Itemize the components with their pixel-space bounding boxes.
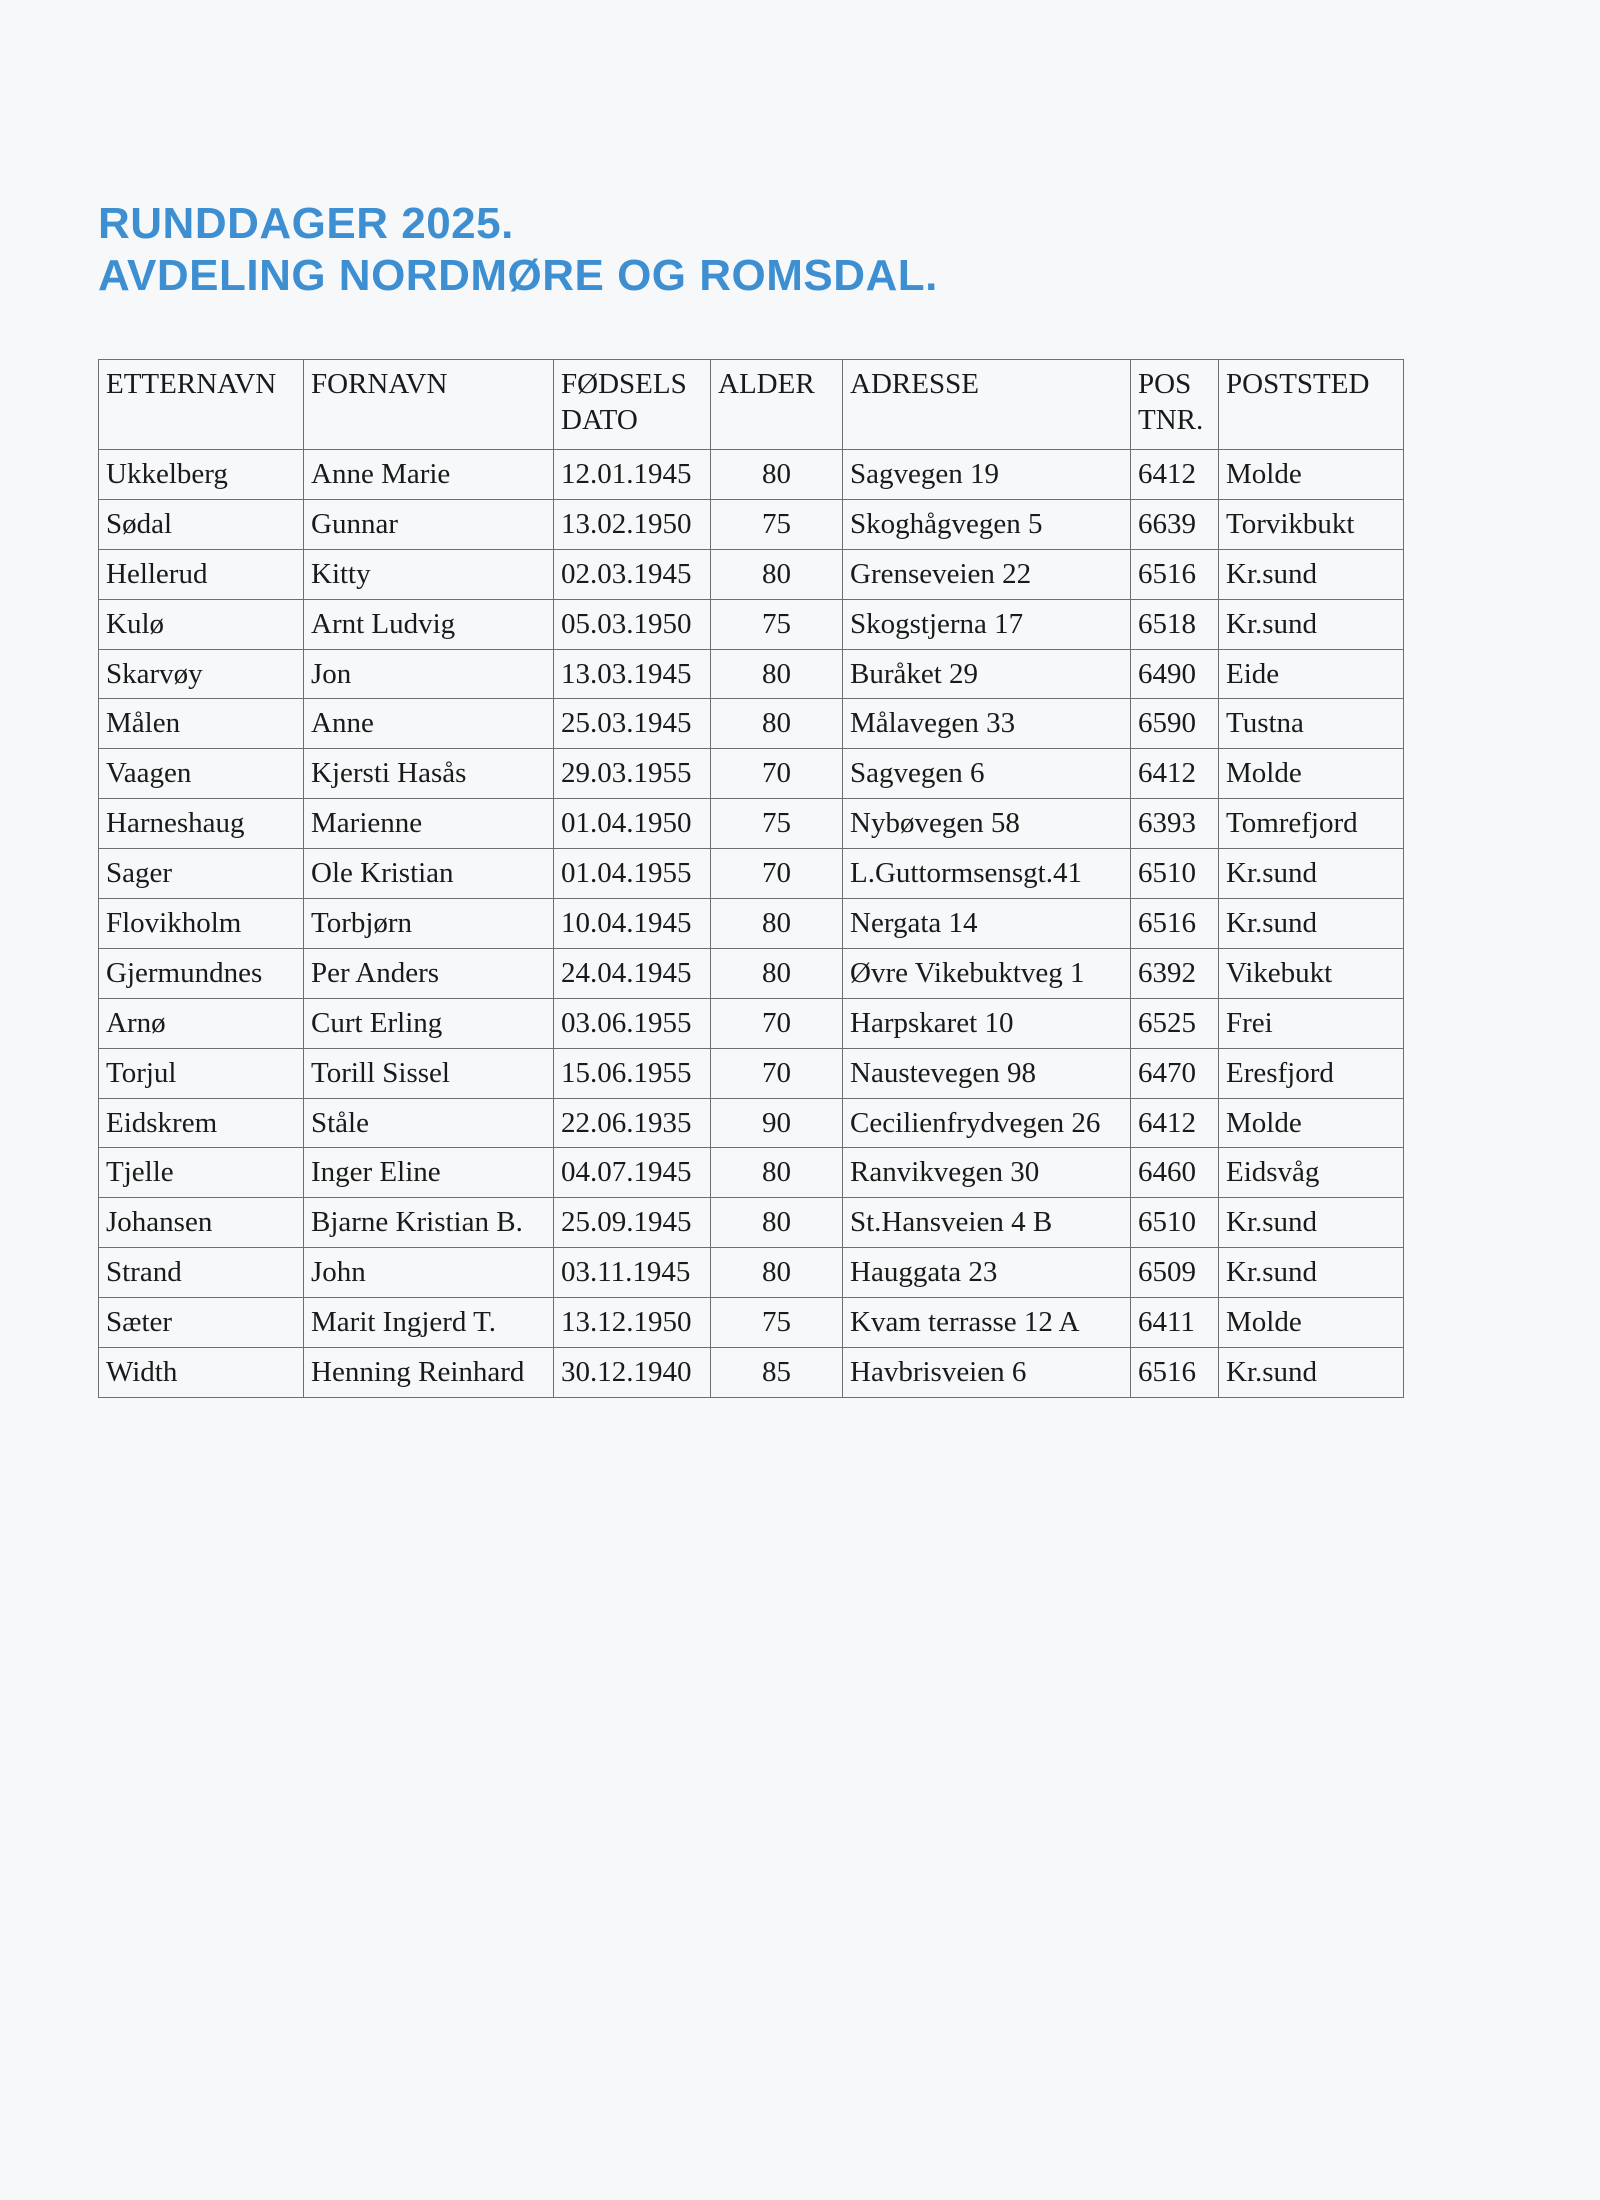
cell-alder: 75 — [711, 599, 843, 649]
cell-fodselsdato: 01.04.1955 — [554, 849, 711, 899]
table-row — [99, 948, 1404, 998]
cell-adresse: Ranvikvegen 30 — [843, 1148, 1131, 1198]
cell-fodselsdato: 24.04.1945 — [554, 948, 711, 998]
cell-fodselsdato: 03.06.1955 — [554, 998, 711, 1048]
cell-adresse: Harpskaret 10 — [843, 998, 1131, 1048]
cell-postnr: 6639 — [1131, 499, 1219, 549]
table-row — [99, 499, 1404, 549]
cell-adresse: Nybøvegen 58 — [843, 799, 1131, 849]
cell-fodselsdato: 12.01.1945 — [554, 450, 711, 500]
cell-fornavn: Torbjørn — [304, 899, 554, 949]
cell-fodselsdato: 01.04.1950 — [554, 799, 711, 849]
cell-postnr: 6393 — [1131, 799, 1219, 849]
header-poststed: POSTSTED — [1219, 360, 1404, 450]
cell-poststed: Vikebukt — [1219, 948, 1404, 998]
cell-fodselsdato: 04.07.1945 — [554, 1148, 711, 1198]
cell-alder: 80 — [711, 1198, 843, 1248]
cell-adresse: Øvre Vikebuktveg 1 — [843, 948, 1131, 998]
cell-alder: 80 — [711, 699, 843, 749]
cell-postnr: 6525 — [1131, 998, 1219, 1048]
cell-poststed: Torvikbukt — [1219, 499, 1404, 549]
cell-fodselsdato: 29.03.1955 — [554, 749, 711, 799]
cell-alder: 80 — [711, 549, 843, 599]
cell-poststed: Frei — [1219, 998, 1404, 1048]
cell-fornavn: Curt Erling — [304, 998, 554, 1048]
table-row — [99, 799, 1404, 849]
cell-adresse: Havbrisveien 6 — [843, 1348, 1131, 1398]
cell-etternavn: Harneshaug — [99, 799, 304, 849]
cell-fornavn: Jon — [304, 649, 554, 699]
cell-alder: 75 — [711, 499, 843, 549]
cell-poststed: Molde — [1219, 1098, 1404, 1148]
cell-poststed: Tomrefjord — [1219, 799, 1404, 849]
cell-etternavn: Sødal — [99, 499, 304, 549]
header-fodselsdato: FØDSELS DATO — [554, 360, 711, 450]
cell-etternavn: Målen — [99, 699, 304, 749]
table-row — [99, 1048, 1404, 1098]
header-adresse: ADRESSE — [843, 360, 1131, 450]
table-row — [99, 1248, 1404, 1298]
cell-poststed: Kr.sund — [1219, 1248, 1404, 1298]
cell-adresse: L.Guttormsensgt.41 — [843, 849, 1131, 899]
header-fornavn: FORNAVN — [304, 360, 554, 450]
cell-poststed: Eide — [1219, 649, 1404, 699]
cell-postnr: 6490 — [1131, 649, 1219, 699]
table-row — [99, 749, 1404, 799]
table-header-row — [99, 360, 1404, 450]
cell-fodselsdato: 02.03.1945 — [554, 549, 711, 599]
cell-adresse: Grenseveien 22 — [843, 549, 1131, 599]
cell-alder: 90 — [711, 1098, 843, 1148]
cell-fornavn: Ole Kristian — [304, 849, 554, 899]
cell-fornavn: Henning Reinhard — [304, 1348, 554, 1398]
cell-adresse: St.Hansveien 4 B — [843, 1198, 1131, 1248]
cell-etternavn: Flovikholm — [99, 899, 304, 949]
cell-poststed: Molde — [1219, 749, 1404, 799]
cell-adresse: Skoghågvegen 5 — [843, 499, 1131, 549]
document-title — [98, 198, 938, 302]
cell-fodselsdato: 05.03.1950 — [554, 599, 711, 649]
cell-fornavn: John — [304, 1248, 554, 1298]
cell-postnr: 6516 — [1131, 1348, 1219, 1398]
cell-fodselsdato: 25.09.1945 — [554, 1198, 711, 1248]
cell-postnr: 6510 — [1131, 849, 1219, 899]
cell-postnr: 6518 — [1131, 599, 1219, 649]
cell-etternavn: Gjermundnes — [99, 948, 304, 998]
cell-etternavn: Strand — [99, 1248, 304, 1298]
cell-adresse: Naustevegen 98 — [843, 1048, 1131, 1098]
cell-postnr: 6470 — [1131, 1048, 1219, 1098]
cell-alder: 70 — [711, 849, 843, 899]
cell-alder: 70 — [711, 998, 843, 1048]
cell-adresse: Nergata 14 — [843, 899, 1131, 949]
cell-adresse: Målavegen 33 — [843, 699, 1131, 749]
cell-alder: 80 — [711, 649, 843, 699]
cell-etternavn: Sager — [99, 849, 304, 899]
cell-postnr: 6392 — [1131, 948, 1219, 998]
cell-fornavn: Kjersti Hasås — [304, 749, 554, 799]
table-row — [99, 549, 1404, 599]
cell-fornavn: Marienne — [304, 799, 554, 849]
cell-fodselsdato: 13.12.1950 — [554, 1298, 711, 1348]
title-line-1: RUNDDAGER 2025. — [98, 199, 514, 248]
cell-poststed: Kr.sund — [1219, 599, 1404, 649]
cell-etternavn: Sæter — [99, 1298, 304, 1348]
cell-poststed: Kr.sund — [1219, 1198, 1404, 1248]
cell-fornavn: Inger Eline — [304, 1148, 554, 1198]
cell-fornavn: Ståle — [304, 1098, 554, 1148]
cell-alder: 80 — [711, 948, 843, 998]
cell-etternavn: Arnø — [99, 998, 304, 1048]
cell-fodselsdato: 30.12.1940 — [554, 1348, 711, 1398]
table-row — [99, 1298, 1404, 1348]
cell-etternavn: Width — [99, 1348, 304, 1398]
table-row — [99, 699, 1404, 749]
cell-poststed: Tustna — [1219, 699, 1404, 749]
cell-alder: 70 — [711, 1048, 843, 1098]
header-alder: ALDER — [711, 360, 843, 450]
cell-fodselsdato: 13.03.1945 — [554, 649, 711, 699]
cell-etternavn: Eidskrem — [99, 1098, 304, 1148]
cell-postnr: 6411 — [1131, 1298, 1219, 1348]
cell-postnr: 6412 — [1131, 1098, 1219, 1148]
cell-postnr: 6412 — [1131, 450, 1219, 500]
cell-fodselsdato: 10.04.1945 — [554, 899, 711, 949]
cell-fornavn: Marit Ingjerd T. — [304, 1298, 554, 1348]
cell-etternavn: Johansen — [99, 1198, 304, 1248]
cell-poststed: Kr.sund — [1219, 549, 1404, 599]
header-postnr: POS TNR. — [1131, 360, 1219, 450]
cell-etternavn: Hellerud — [99, 549, 304, 599]
cell-adresse: Buråket 29 — [843, 649, 1131, 699]
cell-adresse: Skogstjerna 17 — [843, 599, 1131, 649]
cell-alder: 75 — [711, 799, 843, 849]
cell-adresse: Sagvegen 19 — [843, 450, 1131, 500]
cell-fornavn: Kitty — [304, 549, 554, 599]
cell-postnr: 6510 — [1131, 1198, 1219, 1248]
cell-alder: 85 — [711, 1348, 843, 1398]
cell-etternavn: Kulø — [99, 599, 304, 649]
table-row — [99, 998, 1404, 1048]
cell-fornavn: Anne Marie — [304, 450, 554, 500]
cell-poststed: Kr.sund — [1219, 849, 1404, 899]
cell-poststed: Molde — [1219, 450, 1404, 500]
cell-fornavn: Gunnar — [304, 499, 554, 549]
cell-postnr: 6516 — [1131, 549, 1219, 599]
cell-fornavn: Torill Sissel — [304, 1048, 554, 1098]
cell-alder: 80 — [711, 450, 843, 500]
cell-etternavn: Skarvøy — [99, 649, 304, 699]
table-row — [99, 849, 1404, 899]
cell-postnr: 6460 — [1131, 1148, 1219, 1198]
cell-alder: 75 — [711, 1298, 843, 1348]
birthday-table — [98, 359, 1404, 1398]
cell-poststed: Eresfjord — [1219, 1048, 1404, 1098]
title-line-2: AVDELING NORDMØRE OG ROMSDAL. — [98, 251, 938, 300]
cell-fornavn: Per Anders — [304, 948, 554, 998]
cell-fodselsdato: 15.06.1955 — [554, 1048, 711, 1098]
cell-etternavn: Torjul — [99, 1048, 304, 1098]
cell-poststed: Kr.sund — [1219, 899, 1404, 949]
table-row — [99, 649, 1404, 699]
cell-etternavn: Ukkelberg — [99, 450, 304, 500]
cell-alder: 80 — [711, 899, 843, 949]
cell-adresse: Cecilienfrydvegen 26 — [843, 1098, 1131, 1148]
table-row — [99, 599, 1404, 649]
table-row — [99, 1198, 1404, 1248]
cell-poststed: Molde — [1219, 1298, 1404, 1348]
cell-fornavn: Anne — [304, 699, 554, 749]
table-row — [99, 899, 1404, 949]
cell-postnr: 6590 — [1131, 699, 1219, 749]
cell-postnr: 6509 — [1131, 1248, 1219, 1298]
cell-fodselsdato: 25.03.1945 — [554, 699, 711, 749]
cell-fornavn: Bjarne Kristian B. — [304, 1198, 554, 1248]
cell-postnr: 6516 — [1131, 899, 1219, 949]
cell-adresse: Hauggata 23 — [843, 1248, 1131, 1298]
cell-fodselsdato: 03.11.1945 — [554, 1248, 711, 1298]
table-row — [99, 1148, 1404, 1198]
cell-fodselsdato: 13.02.1950 — [554, 499, 711, 549]
table-row — [99, 1348, 1404, 1398]
cell-etternavn: Tjelle — [99, 1148, 304, 1198]
cell-adresse: Kvam terrasse 12 A — [843, 1298, 1131, 1348]
cell-postnr: 6412 — [1131, 749, 1219, 799]
cell-poststed: Eidsvåg — [1219, 1148, 1404, 1198]
cell-alder: 80 — [711, 1248, 843, 1298]
cell-poststed: Kr.sund — [1219, 1348, 1404, 1398]
table-row — [99, 1098, 1404, 1148]
cell-fornavn: Arnt Ludvig — [304, 599, 554, 649]
cell-fodselsdato: 22.06.1935 — [554, 1098, 711, 1148]
cell-alder: 70 — [711, 749, 843, 799]
header-etternavn: ETTERNAVN — [99, 360, 304, 450]
cell-etternavn: Vaagen — [99, 749, 304, 799]
table-row — [99, 450, 1404, 500]
cell-alder: 80 — [711, 1148, 843, 1198]
cell-adresse: Sagvegen 6 — [843, 749, 1131, 799]
